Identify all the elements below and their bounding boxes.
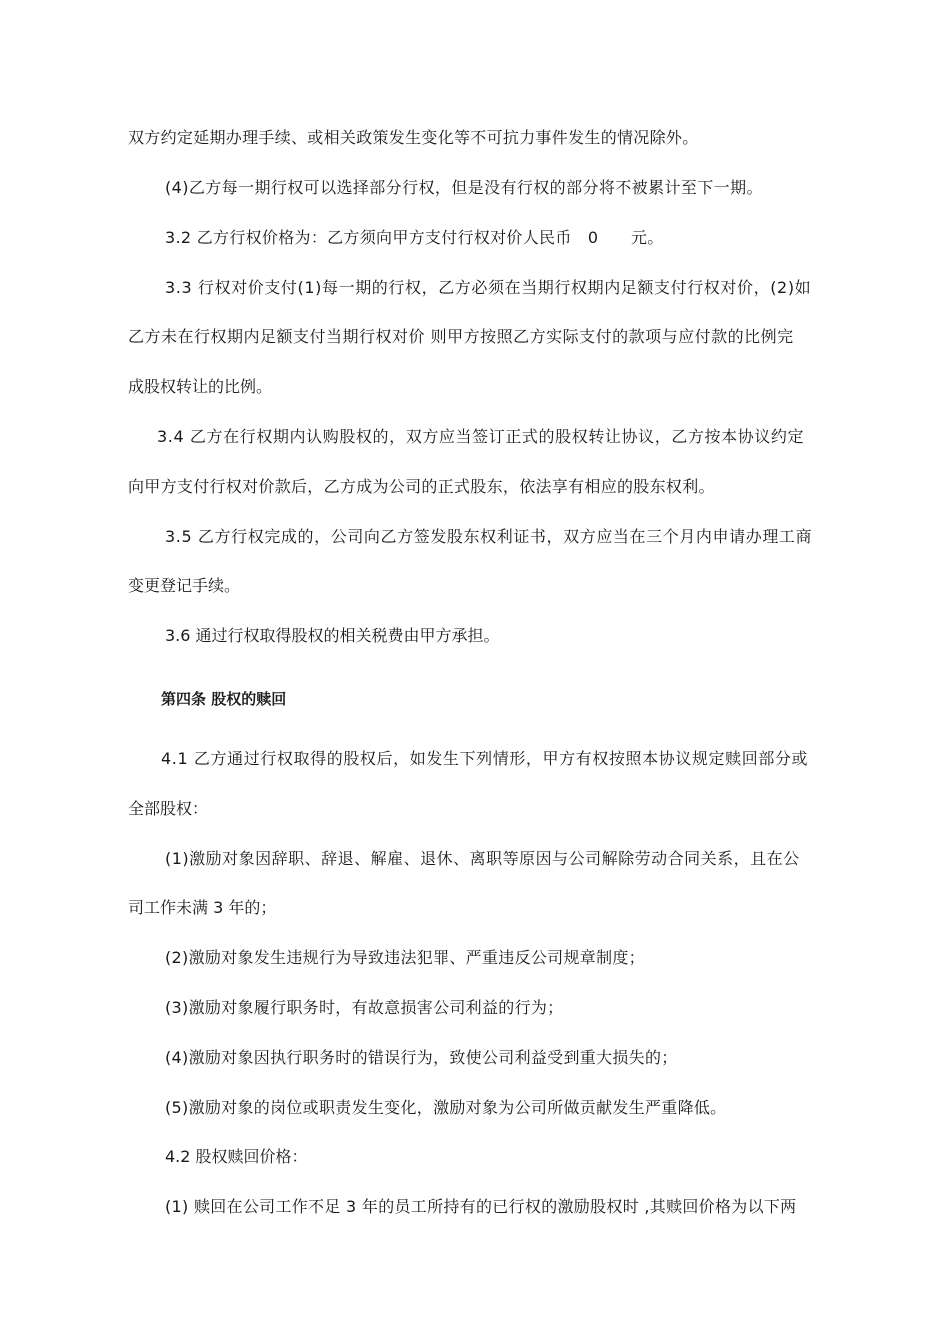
paragraph-line: (1) 赎回在公司工作不足 3 年的员工所持有的已行权的激励股权时 ,其赎回价格为以下两 bbox=[165, 1197, 797, 1216]
paragraph-line: (4)激励对象因执行职务时的错误行为，致使公司利益受到重大损失的； bbox=[165, 1048, 678, 1067]
paragraph-line: 全部股权： bbox=[128, 799, 209, 818]
paragraph-line: 4.2 股权赎回价格： bbox=[165, 1147, 308, 1166]
paragraph-line: 向甲方支付行权对价款后，乙方成为公司的正式股东，依法享有相应的股东权利。 bbox=[128, 477, 715, 496]
paragraph-line: 4.1 乙方通过行权取得的股权后，如发生下列情形，甲方有权按照本协议规定赎回部分或 bbox=[161, 749, 809, 768]
paragraph-line: 司工作未满 3 年的； bbox=[128, 898, 277, 917]
paragraph-line: 成股权转让的比例。 bbox=[128, 377, 273, 396]
section-heading: 第四条 股权的赎回 bbox=[161, 690, 287, 708]
paragraph-line: 3.3 行权对价支付(1)每一期的行权，乙方必须在当期行权期内足额支付行权对价，(2)如 bbox=[165, 278, 812, 297]
paragraph-line: 乙方未在行权期内足额支付当期行权对价 则甲方按照乙方实际支付的款项与应付款的比例完 bbox=[128, 327, 794, 346]
paragraph-line: 3.2 乙方行权价格为：乙方须向甲方支付行权对价人民币 0 元。 bbox=[165, 228, 664, 247]
paragraph-line: 变更登记手续。 bbox=[128, 576, 241, 595]
paragraph-line: 3.6 通过行权取得股权的相关税费由甲方承担。 bbox=[165, 626, 500, 645]
paragraph-line: 双方约定延期办理手续、或相关政策发生变化等不可抗力事件发生的情况除外。 bbox=[128, 128, 699, 147]
paragraph-line: (4)乙方每一期行权可以选择部分行权，但是没有行权的部分将不被累计至下一期。 bbox=[165, 178, 763, 197]
paragraph-line: 3.4 乙方在行权期内认购股权的，双方应当签订正式的股权转让协议，乙方按本协议约定 bbox=[157, 427, 805, 446]
paragraph-line: (2)激励对象发生违规行为导致违法犯罪、严重违反公司规章制度； bbox=[165, 948, 645, 967]
paragraph-line: (3)激励对象履行职务时，有故意损害公司利益的行为； bbox=[165, 998, 564, 1017]
paragraph-line: (1)激励对象因辞职、辞退、解雇、退休、离职等原因与公司解除劳动合同关系，且在公 bbox=[165, 849, 800, 868]
paragraph-line: 3.5 乙方行权完成的，公司向乙方签发股东权利证书，双方应当在三个月内申请办理工商 bbox=[165, 527, 813, 546]
paragraph-line: (5)激励对象的岗位或职责发生变化，激励对象为公司所做贡献发生严重降低。 bbox=[165, 1098, 727, 1117]
